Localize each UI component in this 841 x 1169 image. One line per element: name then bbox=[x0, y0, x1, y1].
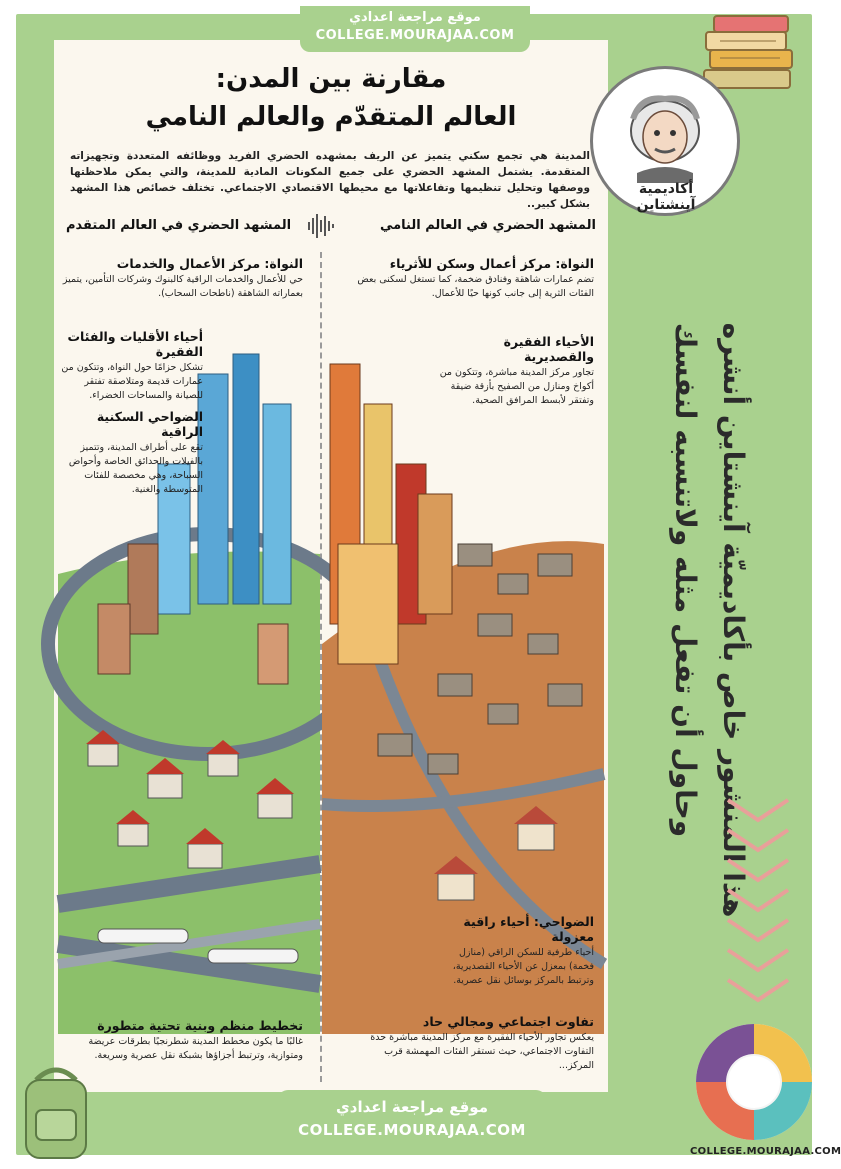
site-logo-text: COLLEGE.MOURAJAA.COM bbox=[690, 1146, 841, 1157]
developing-inequality-text: يعكس تجاور الأحياء الفقيرة مع مركز المدينة مباشرة حدة التفاوت الاجتماعي، حيث تستقر الفئات المهمشة قرب المركز... bbox=[370, 1032, 594, 1071]
academy-logo bbox=[590, 66, 740, 216]
infographic-poster bbox=[58, 44, 604, 1088]
top-banner-url: COLLEGE.MOURAJAA.COM bbox=[315, 28, 515, 43]
developing-core-text: تضم عمارات شاهقة وفنادق ضخمة، كما تستغل لسكنى بعض الفئات الثرية إلى جانب كونها حيًا للأعمال. bbox=[357, 274, 594, 299]
developing-slums-text: تجاور مركز المدينة مباشرة، وتتكون من أكواخ ومنازل من الصفيح بأزقة ضيقة وتفتقر لأبسط المرافق الصحية. bbox=[439, 367, 594, 406]
chevron-decoration-icon bbox=[718, 790, 798, 1020]
developed-planning-title: تخطيط منظم وبنية تحتية متطورة bbox=[97, 1018, 303, 1033]
poster-title: مقارنة بين المدن: bbox=[215, 64, 447, 94]
developing-core-section bbox=[354, 256, 594, 301]
poster-intro: المدينة هي تجمع سكني يتميز عن الريف بمشهده الحضري الفريد ووظائفه المتعددة وتجهيزاته المتقدمة. يشتمل المشهد الحضري على جميع المكونات المادية للمدينة، والتي يمكن ملاحظتها ووصفها وتحليل تنظيمها وتفاعلاتها مع محيطها الاقتصادي الاجتماعي. تختلف خصائص هذا المشهد بشكل كبير.. bbox=[70, 150, 590, 210]
developing-slums-section bbox=[434, 334, 594, 408]
developed-column-heading: المشهد الحضري في العالم المتقدم bbox=[66, 218, 292, 233]
bottom-banner-title: موقع مراجعة اعدادي bbox=[336, 1098, 488, 1116]
developed-suburbs-title: الضواحي السكنية الراقية bbox=[96, 409, 203, 439]
sound-wave-icon bbox=[306, 212, 336, 240]
backpack-icon bbox=[16, 1060, 96, 1160]
developing-slums-title: الأحياء الفقيرة والقصديرية bbox=[503, 334, 594, 364]
developing-inequality-section bbox=[354, 1014, 594, 1073]
developed-planning-text: غالبًا ما يكون مخطط المدينة شطرنجيًا بطرقات عريضة ومتوازية، وترتبط أجزاؤها بشبكة نقل عصرية وسريعة. bbox=[88, 1036, 303, 1061]
developing-suburbs-section bbox=[434, 914, 594, 988]
developed-minorities-section bbox=[58, 329, 203, 403]
developed-suburbs-text: تقع على أطراف المدينة، وتتميز بالفيلات والحدائق الخاصة وأحواض السباحة، وهي مخصصة للفئات المتوسطة والغنية. bbox=[68, 442, 203, 495]
developed-suburbs-section bbox=[58, 409, 203, 497]
developed-core-text: حي للأعمال والخدمات الراقية كالبنوك وشركات التأمين، يتميز بعماراته الشاهقة (ناطحات السحاب). bbox=[62, 274, 303, 299]
site-logo-icon bbox=[692, 1020, 816, 1144]
developed-planning-section bbox=[58, 1018, 303, 1063]
developing-suburbs-title: الضواحي: أحياء راقية معزولة bbox=[463, 914, 594, 944]
developed-core-section bbox=[58, 256, 303, 301]
developing-suburbs-text: أحياء طرفية للسكن الراقي (منازل فخمة) بمعزل عن الأحياء القصديرية، وترتبط بالمركز بوسائل نقل عصرية. bbox=[452, 947, 594, 986]
developing-core-title: النواة: مركز أعمال وسكن للأثرياء bbox=[389, 256, 594, 271]
developed-minorities-text: تشكل حزامًا حول النواة، وتتكون من عمارات قديمة ومتلاصقة تفتقر للصيانة والمساحات الخضراء. bbox=[61, 362, 203, 401]
bottom-banner-url: COLLEGE.MOURAJAA.COM bbox=[298, 1121, 526, 1139]
vertical-message-line1: هذا المنشور خاص بأكاديميّة آينشتاين أنشره bbox=[717, 322, 750, 918]
poster-subtitle: العالم المتقدّم والعالم النامي bbox=[145, 102, 517, 132]
bottom-banner[interactable] bbox=[278, 1090, 546, 1152]
developing-column-heading: المشهد الحضري في العالم النامي bbox=[379, 218, 596, 233]
developing-inequality-title: تفاوت اجتماعي ومجالي حاد bbox=[422, 1014, 594, 1029]
academy-logo-label: أكاديمية آينشتاين bbox=[636, 181, 696, 213]
developed-core-title: النواة: مركز الأعمال والخدمات bbox=[116, 256, 303, 271]
developed-minorities-title: أحياء الأقليات والفئات الفقيرة bbox=[67, 329, 203, 359]
top-banner-title: موقع مراجعة اعدادي bbox=[349, 10, 481, 25]
vertical-message-line2: وحاول أن تفعل مثله ولاتنسبه لنفسك bbox=[669, 322, 702, 838]
